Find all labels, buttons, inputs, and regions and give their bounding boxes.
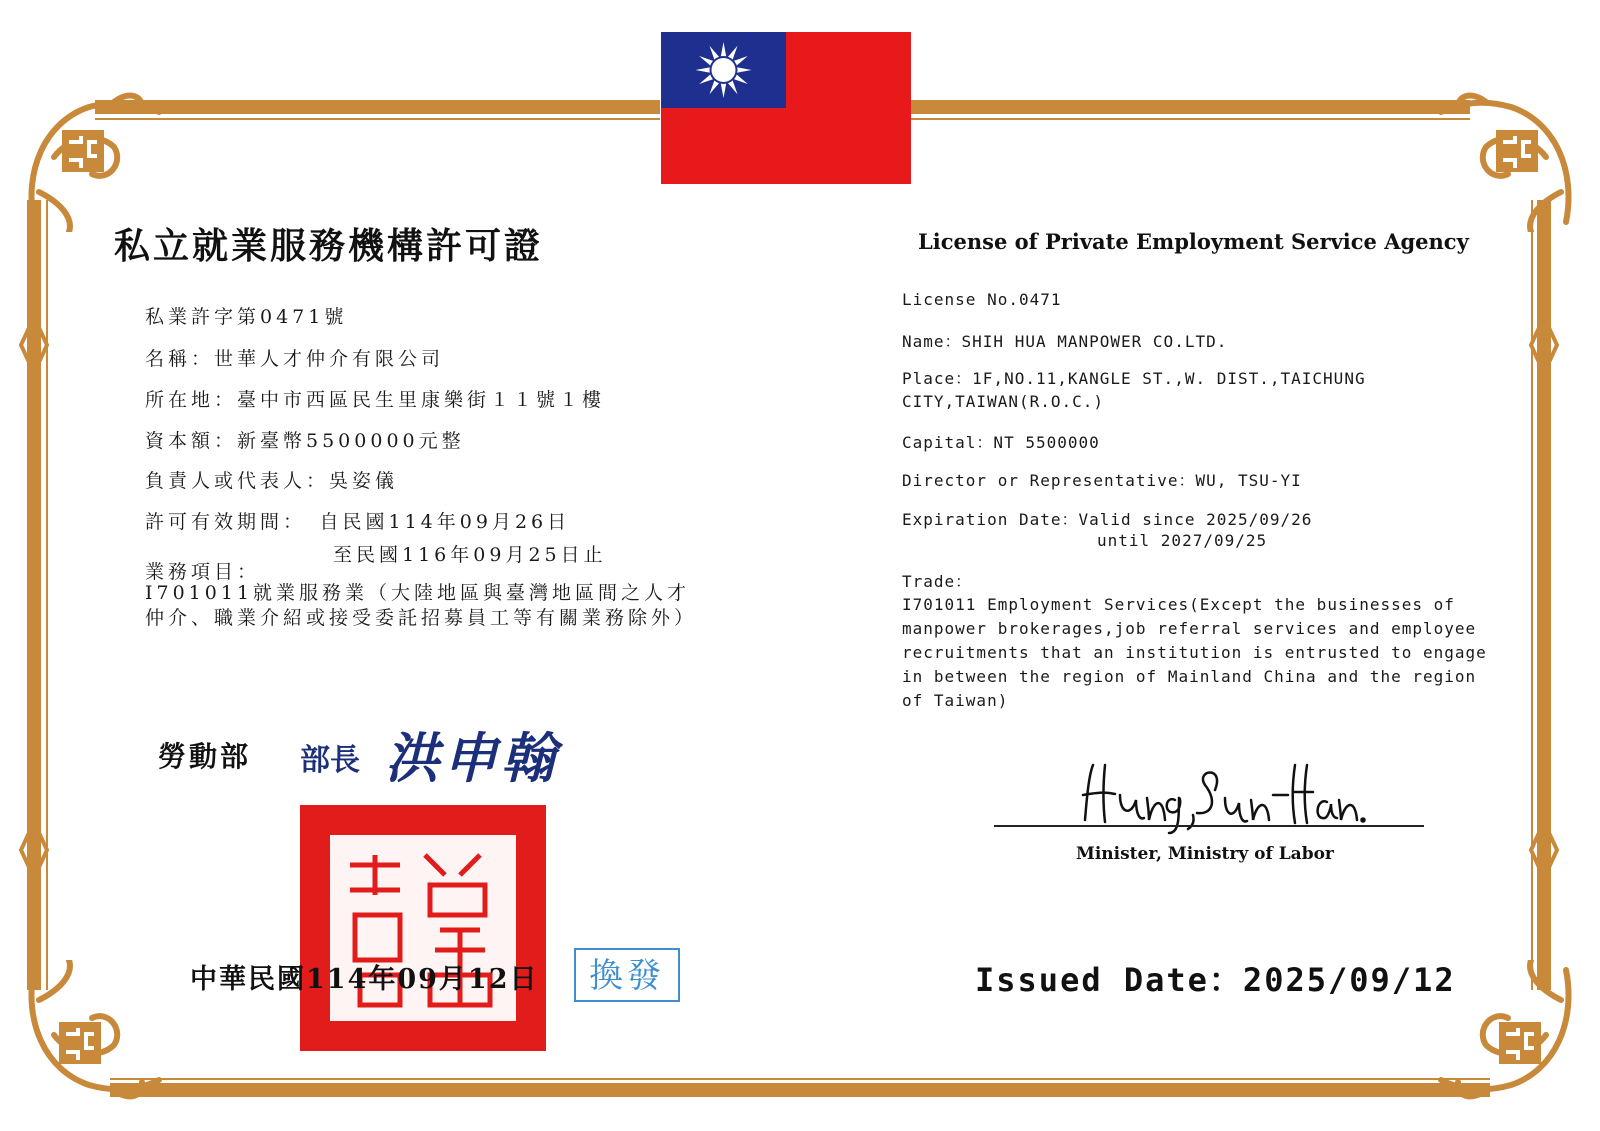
license-number-en: License No.0471 [902, 290, 1062, 309]
expiration-date-en: Expiration Date：Valid since 2025/09/26 [902, 510, 1313, 529]
border-top-left [95, 100, 660, 114]
ministry-name-zh: 勞動部 [158, 740, 252, 773]
company-name-zh: 名稱：世華人才仲介有限公司 [145, 348, 445, 370]
border-bottom [110, 1083, 1490, 1097]
reissue-stamp: 換發 [574, 948, 680, 1002]
validity-period-end-zh: 至民國116年09月25日止 [333, 544, 607, 566]
address-en: Place：1F,NO.11,KANGLE ST.,W. DIST.,TAICHUNG CITY,TAIWAN(R.O.C.) [902, 369, 1366, 411]
trade-description-zh: I701011就業服務業（大陸地區與臺灣地區間之人才仲介、職業介紹或接受委託招募員工等有關業務除外） [145, 582, 698, 629]
address-zh: 所在地：臺中市西區民生里康樂街１１號１樓 [145, 389, 606, 411]
border-line [95, 118, 660, 120]
trade-label-zh: 業務項目： [145, 561, 261, 583]
title-english: License of Private Employment Service Agency [918, 229, 1469, 254]
side-ornament-icon [1527, 315, 1561, 375]
minister-name-zh: 洪申翰 [385, 726, 559, 790]
minister-caption-en: Minister, Ministry of Labor [1076, 844, 1334, 864]
corner-ornament-icon [1436, 82, 1586, 232]
corner-ornament-icon [1436, 960, 1586, 1110]
border-top-right [910, 100, 1470, 114]
representative-zh: 負責人或代表人：吳姿儀 [145, 470, 399, 492]
official-seal [300, 805, 546, 1051]
trade-description-en: I701011 Employment Services(Except the businesses of manpower brokerages,job referral services and employee recruitments that an institution is entrusted to engage in between the region of Mainland China and the region of Taiwan) [902, 595, 1487, 710]
trade-label-en: Trade： [902, 572, 973, 591]
issue-date-en: Issued Date：2025/09/12 [975, 961, 1456, 999]
validity-period-zh: 許可有效期間： 自民國114年09月26日 [145, 511, 571, 533]
border-line [110, 1078, 1490, 1080]
license-number-zh: 私業許字第0471號 [145, 306, 348, 328]
capital-en: Capital：NT 5500000 [902, 433, 1100, 452]
side-ornament-icon [17, 315, 51, 375]
title-chinese: 私立就業服務機構許可證 [114, 225, 544, 267]
border-line [910, 118, 1470, 120]
side-ornament-icon [1527, 820, 1561, 880]
corner-ornament-icon [14, 82, 164, 232]
representative-en: Director or Representative：WU, TSU-YI [902, 471, 1302, 490]
roc-flag-icon [661, 32, 911, 184]
corner-ornament-icon [14, 960, 164, 1110]
minister-title-zh: 部長 [300, 743, 360, 778]
issue-date-zh: 中華民國114年09月12日 [190, 964, 539, 995]
company-name-en: Name：SHIH HUA MANPOWER CO.LTD. [902, 332, 1228, 351]
side-ornament-icon [17, 820, 51, 880]
signature-line [994, 825, 1424, 827]
capital-zh: 資本額：新臺幣5500000元整 [145, 430, 465, 452]
expiration-until-en: until 2027/09/25 [1097, 531, 1268, 550]
